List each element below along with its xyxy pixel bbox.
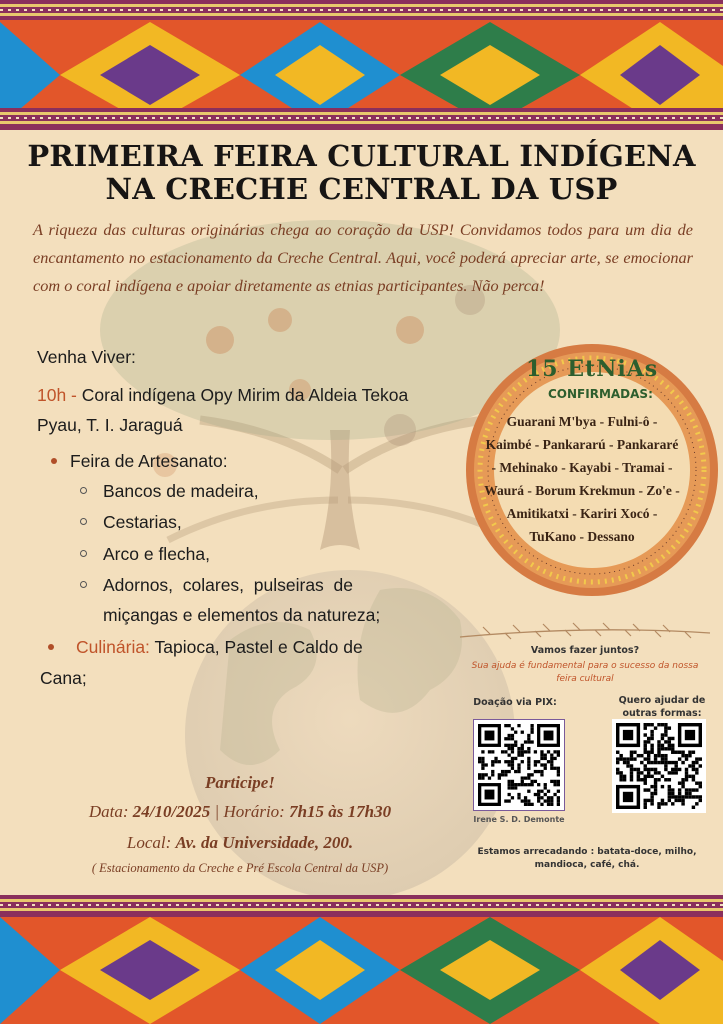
participe-label: Participe!: [205, 773, 275, 792]
culinaria-text: Tapioca, Pastel e Caldo de: [149, 637, 363, 657]
etnias-line: Kaimbé - Pankararú - Pankararé: [485, 437, 679, 452]
other-help-qr-code[interactable]: [612, 719, 706, 813]
feira-item: Adornos, colares, pulseiras de: [103, 575, 353, 595]
pix-qr-code[interactable]: [473, 719, 565, 811]
bullet-circle-icon: [80, 550, 87, 557]
bottom-ethnic-pattern-band: [0, 895, 723, 1024]
qr-code-icon: [616, 723, 702, 809]
etnias-title: 15 EtNiAs: [526, 356, 659, 382]
etnias-line: Amitikatxi - Kariri Xocó -: [506, 506, 658, 521]
top-ethnic-pattern-band: [0, 0, 723, 130]
collection-note: [462, 846, 712, 872]
time-label: Horário:: [223, 802, 285, 821]
program-heading: Venha Viver:: [37, 347, 136, 367]
bullet-circle-icon: [80, 518, 87, 525]
feira-item: Arco e flecha,: [103, 544, 210, 564]
bullet-circle-icon: [80, 487, 87, 494]
bullet-dot-icon: [48, 644, 54, 650]
culinaria-label: Culinária:: [76, 637, 150, 657]
location-note: ( Estacionamento da Creche e Pré Escola Central da USP): [91, 861, 389, 875]
etnias-line: Guarani M'bya - Fulni-ô -: [506, 414, 658, 429]
event-info: [40, 770, 440, 878]
feira-item: Bancos de madeira,: [103, 481, 259, 501]
feira-item: Cestarias,: [103, 512, 182, 532]
intro-paragraph: A riqueza das culturas originárias chega ao coração da USP! Convidamos todos para um dia de encantamento no estacionamento da Creche Central. Aqui, você poderá apreciar arte, se emocionar com o coral indígena e apoiar diretamente as etnias participantes. Não perca!: [33, 220, 693, 295]
qr-code-icon: [478, 724, 560, 806]
pix-recipient-name: Irene S. D. Demonte: [473, 815, 565, 824]
etnias-line: - Mehinako - Kayabi - Tramai -: [491, 460, 673, 475]
coral-line: [37, 380, 437, 440]
page-title: [20, 140, 703, 206]
culinaria-text-2: Cana;: [40, 668, 87, 688]
support-heading: Vamos fazer juntos?: [530, 645, 640, 656]
other-help-label-line: outras formas:: [622, 708, 702, 719]
date-label: Data:: [88, 802, 129, 821]
location-value: Av. da Universidade, 200.: [175, 833, 354, 852]
title-line-1: PRIMEIRA FEIRA CULTURAL INDÍGENA: [27, 139, 696, 173]
coral-text: Coral indígena Opy Mirim da Aldeia Tekoa Pyau, T. I. Jaraguá: [37, 385, 409, 435]
etnias-line: TuKano - Dessano: [529, 529, 635, 544]
culinaria-line: [76, 632, 426, 662]
other-help-label: [612, 694, 712, 720]
etnias-list: [462, 410, 702, 548]
collection-note-line: mandioca, café, chá.: [534, 860, 640, 870]
bullet-circle-icon: [80, 581, 87, 588]
etnias-confirmed-label: CONFIRMADAS:: [548, 387, 653, 401]
date-time-line: [40, 796, 440, 828]
separator: |: [210, 802, 224, 821]
other-help-label-line: Quero ajudar de: [618, 695, 706, 706]
feira-label: Feira de Artesanato:: [70, 451, 228, 471]
coral-time: 10h -: [37, 385, 77, 405]
pix-label: Doação via PIX:: [473, 697, 557, 708]
support-subtitle: [460, 660, 710, 686]
location-line: [40, 828, 440, 858]
etnias-line: Waurá - Borum Krekmun - Zo'e -: [484, 483, 680, 498]
title-line-2: NA CRECHE CENTRAL DA USP: [105, 172, 618, 206]
support-subtitle-line: feira cultural: [556, 674, 614, 684]
time-value: 7h15 às 17h30: [289, 802, 392, 821]
support-subtitle-line: Sua ajuda é fundamental para o sucesso da nossa: [471, 661, 699, 671]
bullet-dot-icon: [51, 458, 57, 464]
feira-item: miçangas e elementos da natureza;: [103, 605, 381, 625]
collection-note-line: Estamos arrecadando : batata-doce, milho,: [477, 847, 697, 857]
location-label: Local:: [126, 833, 172, 852]
date-value: 24/10/2025: [132, 802, 211, 821]
